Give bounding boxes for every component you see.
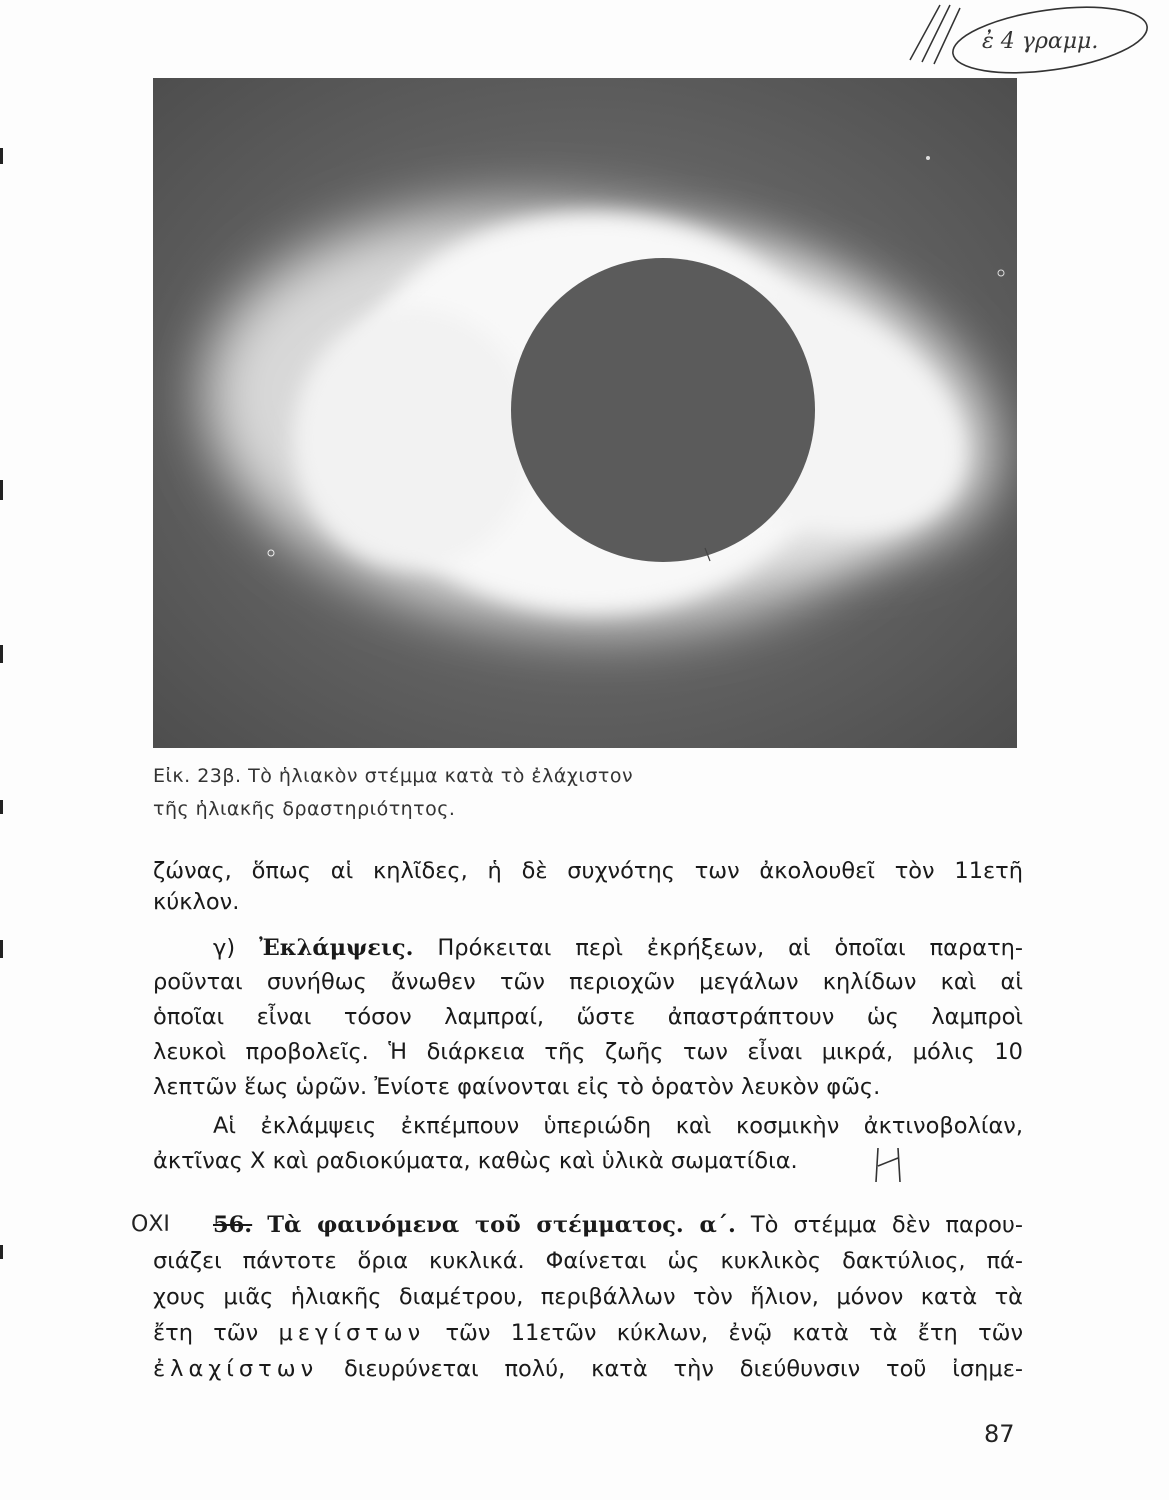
section-heading-line xyxy=(213,1212,1023,1238)
body-line: λευκοὶ προβολεῖς. Ἡ διάρκεια τῆς ζωῆς των εἶναι μικρά, μόλις 10 xyxy=(153,1039,1023,1065)
paragraph-heading-line xyxy=(213,935,1023,961)
pen-mark xyxy=(872,1144,908,1186)
section-title: Τὰ φαινόμενα τοῦ στέμματος. α΄. xyxy=(267,1212,736,1238)
binding-mark xyxy=(0,1245,3,1259)
body-line: ὁποῖαι εἶναι τόσον λαμπραί, ὥστε ἀπαστράπτουν ὡς λαμπροὶ xyxy=(153,1004,1023,1030)
binding-mark xyxy=(0,800,3,814)
handwritten-margin-note xyxy=(900,0,1160,90)
body-text: Τὸ στέμμα δὲν παρου- xyxy=(750,1212,1024,1238)
margin-note-text: ἐ 4 γραμμ. xyxy=(982,29,1099,54)
caption-line: Εἰκ. 23β. Τὸ ἡλιακὸν στέμμα κατὰ τὸ ἐλάχιστον xyxy=(153,765,634,787)
body-line: λεπτῶν ἕως ὡρῶν. Ἐνίοτε φαίνονται εἰς τὸ ὁρατὸν λευκὸν φῶς. xyxy=(153,1074,881,1100)
page-number: 87 xyxy=(984,1420,1015,1448)
corona-photograph xyxy=(153,78,1017,748)
caption-line: τῆς ἡλιακῆς δραστηριότητος. xyxy=(153,798,456,820)
body-text: διευρύνεται πολύ, κατὰ τὴν διεύθυνσιν τοῦ ἰσημε- xyxy=(344,1356,1023,1382)
item-marker: γ) xyxy=(213,935,236,961)
body-line: ροῦνται συνήθως ἄνωθεν τῶν περιοχῶν μεγάλων κηλίδων καὶ αἱ xyxy=(153,969,1023,995)
body-text: Πρόκειται περὶ ἐκρήξεων, αἱ ὁποῖαι παρατη- xyxy=(437,935,1024,961)
eclipse-image xyxy=(153,78,1017,748)
binding-mark xyxy=(0,940,3,958)
subsection-heading: Ἐκλάμψεις. xyxy=(259,935,414,961)
body-line: σιάζει πάντοτε ὅρια κυκλικά. Φαίνεται ὡς κυκλικὸς δακτύλιος, πά- xyxy=(153,1248,1023,1274)
body-line: χους μιᾶς ἡλιακῆς διαμέτρου, περιβάλλων τὸν ἥλιον, μόνον κατὰ τὰ xyxy=(153,1284,1023,1310)
figure-caption xyxy=(153,760,853,826)
body-text: ἔτη τῶν xyxy=(153,1320,259,1346)
body-line: ἀκτῖνας Χ καὶ ραδιοκύματα, καθὼς καὶ ὑλικὰ σωματίδια. xyxy=(153,1148,798,1174)
emphasized-word: μεγίστων xyxy=(278,1320,426,1346)
body-line: κύκλον. xyxy=(153,889,240,915)
binding-mark xyxy=(0,148,3,164)
moon-disk xyxy=(511,258,815,562)
body-line: ζώνας, ὅπως αἱ κηλῖδες, ἡ δὲ συχνότης των ἀκολουθεῖ τὸν 11ετῆ xyxy=(153,858,1023,884)
margin-note-oxi: ΟΧΙ xyxy=(131,1212,170,1237)
binding-mark xyxy=(0,645,3,663)
body-line xyxy=(153,1320,1023,1346)
body-text: τῶν 11ετῶν κύκλων, ἐνῷ κατὰ τὰ ἔτη τῶν xyxy=(445,1320,1024,1346)
emphasized-word: ἐλαχίστων xyxy=(153,1356,319,1382)
body-line xyxy=(153,1356,1023,1382)
section-number: 56. xyxy=(213,1212,253,1238)
body-line: Αἱ ἐκλάμψεις ἐκπέμπουν ὑπεριώδη καὶ κοσμικὴν ἀκτινοβολίαν, xyxy=(213,1113,1023,1139)
binding-mark xyxy=(0,480,3,500)
